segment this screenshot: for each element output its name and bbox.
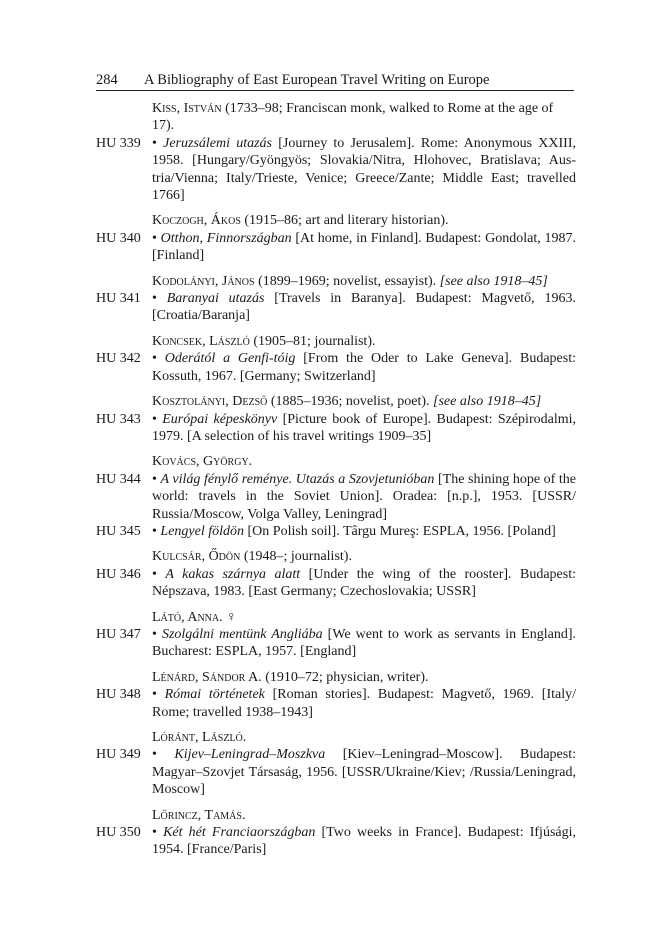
bibliography-entry bbox=[96, 824, 576, 859]
entry-code: HU 344 bbox=[96, 471, 141, 487]
author-heading bbox=[152, 333, 576, 350]
author-info: (1905–81; journalist). bbox=[249, 333, 376, 349]
bibliography-entry bbox=[96, 746, 576, 798]
author-name: Kosztolányi, Dezső bbox=[152, 394, 268, 410]
entry-title: A kakas szárnya alatt bbox=[165, 566, 301, 582]
author-heading bbox=[152, 729, 576, 746]
entry-code: HU 342 bbox=[96, 351, 141, 367]
entry-text: • Jeruzsálemi utazás [Journey to Jerusalem]. Rome: Anonymous XXIII, 1958. [Hungary/Gyöngyös; Slovakia/Nitra, Hlohovec, Bratislava; Austria/Vienna; Italy/Trieste, Venice; Greece/Zante; Middle East; travelled 1766] bbox=[152, 135, 576, 204]
author-name: Kodolányi, János bbox=[152, 273, 255, 289]
entry-text: • Kijev–Leningrad–Moszkva [Kiev–Leningrad–Moscow]. Budapest: Magyar–Szovjet Társaság, 1956. [USSR/Ukraine/Kiev; /Russia/Leningrad, Moscow] bbox=[152, 747, 576, 798]
entry-code: HU 349 bbox=[96, 747, 141, 763]
entry-text: • Otthon, Finnországban [At home, in Finland]. Budapest: Gondolat, 1987. [Finland] bbox=[152, 230, 576, 264]
bibliography-entry bbox=[96, 350, 576, 385]
bibliography-entry bbox=[96, 523, 576, 540]
page-number: 284 bbox=[96, 72, 118, 88]
entry-title: Baranyai utazás bbox=[166, 291, 265, 307]
author-heading bbox=[152, 212, 576, 229]
bibliography-entry bbox=[96, 135, 576, 205]
entry-details: [Roman stories]. Budapest: Magvető, 1969. [Italy/ Rome; travelled 1938–1943] bbox=[152, 687, 576, 720]
author-heading bbox=[152, 807, 576, 824]
bibliography-entry bbox=[96, 290, 576, 325]
running-header bbox=[96, 70, 574, 91]
entry-details: [Travels in Baranya]. Budapest: Magvető, 1963. [Croatia/Baranja] bbox=[152, 291, 576, 324]
entry-details: [The shining hope of the world: travels in the Soviet Union]. Oradea: [n.p.], 1953. [USSR/ Russia/Moscow, Volga Valley, Leningrad] bbox=[152, 471, 576, 522]
entry-details: [Under the wing of the rooster]. Budapest: Népszava, 1983. [East Germany; Czechoslovakia; USSR] bbox=[152, 566, 576, 600]
cross-reference-note: [see also 1918–45] bbox=[439, 273, 548, 289]
entry-title: Oderától a Genfi-tóig bbox=[164, 351, 296, 367]
entry-code: HU 339 bbox=[96, 135, 141, 151]
author-heading bbox=[152, 548, 576, 565]
entry-details: [We went to work as servants in England]. Bucharest: ESPLA, 1957. [England] bbox=[152, 626, 577, 660]
entry-details: [Two weeks in France]. Budapest: Ifjúsági, 1954. [France/Paris] bbox=[152, 825, 576, 858]
entry-text: • A világ fénylő reménye. Utazás a Szovjetunióban [The shining hope of the world: travels in the Soviet Union]. Oradea: [n.p.], 1953. [USSR/ Russia/Moscow, Volga Valley, Leningrad] bbox=[152, 471, 576, 522]
entry-code: HU 348 bbox=[96, 687, 141, 703]
author-info: (1899–1969; novelist, essayist). bbox=[254, 273, 440, 289]
author-name: Lénárd, Sándor A. bbox=[152, 669, 262, 685]
author-heading bbox=[152, 453, 576, 470]
author-info: (1910–72; physician, writer). bbox=[261, 669, 429, 685]
author-info: (1948–; journalist). bbox=[240, 549, 352, 565]
entry-title: Két hét Franciaországban bbox=[163, 825, 316, 841]
entry-text: • Római történetek [Roman stories]. Budapest: Magvető, 1969. [Italy/ Rome; travelled 1938–1943] bbox=[152, 687, 576, 720]
entry-details: [Journey to Jerusalem]. Rome: Anonymous XXIII, 1958. [Hungary/Gyöngyös; Slovakia/Nitra, Hlohovec, Bratislava; Austria/Vienna; Italy/Trieste, Venice; Greece/Zante; Middle East; travelled 1766] bbox=[152, 135, 576, 204]
entry-text: • Baranyai utazás [Travels in Baranya]. Budapest: Magvető, 1963. [Croatia/Baranja] bbox=[152, 291, 576, 324]
bibliography-entry bbox=[96, 686, 576, 721]
running-title: A Bibliography of East European Travel Writing on Europe bbox=[144, 72, 490, 88]
author-heading bbox=[152, 273, 576, 290]
author-info: (1885–1936; novelist, poet). bbox=[267, 394, 434, 410]
bibliography-entry bbox=[96, 566, 576, 601]
entry-details: [On Polish soil]. Târgu Mureş: ESPLA, 1956. [Poland] bbox=[244, 523, 556, 539]
bibliography-entry bbox=[96, 411, 576, 446]
author-info: (1915–86; art and literary historian). bbox=[240, 213, 449, 229]
entry-details: [Kiev–Leningrad–Moscow]. Budapest: Magyar–Szovjet Társaság, 1956. [USSR/Ukraine/Kiev; /Russia/Leningrad, Moscow] bbox=[152, 747, 576, 798]
author-name: Látó, Anna. bbox=[152, 609, 223, 625]
entry-text: • Oderától a Genfi-tóig [From the Oder to Lake Geneva]. Budapest: Kossuth, 1967. [Germany; Switzerland] bbox=[152, 351, 576, 384]
entry-title: Otthon, Finnországban bbox=[160, 230, 292, 246]
author-heading bbox=[152, 609, 576, 626]
entry-details: [From the Oder to Lake Geneva]. Budapest: Kossuth, 1967. [Germany; Switzerland] bbox=[152, 351, 576, 384]
entry-code: HU 346 bbox=[96, 566, 141, 582]
entry-text: • Két hét Franciaországban [Two weeks in France]. Budapest: Ifjúsági, 1954. [France/Paris] bbox=[152, 825, 576, 858]
author-name: Lóránt, László. bbox=[152, 730, 247, 745]
author-name: Koczogh, Ákos bbox=[152, 213, 241, 229]
entry-title: Római történetek bbox=[164, 687, 265, 703]
entry-title: Jeruzsálemi utazás bbox=[163, 135, 272, 151]
bibliography-entry bbox=[96, 230, 576, 265]
author-name: Lőrincz, Tamás. bbox=[152, 807, 246, 823]
author-name: Kulcsár, Ődön bbox=[152, 549, 241, 565]
entry-text: • Lengyel földön [On Polish soil]. Târgu Mureş: ESPLA, 1956. [Poland] bbox=[152, 523, 556, 539]
author-name: Kovács, György. bbox=[152, 454, 253, 470]
entry-code: HU 347 bbox=[96, 626, 141, 642]
entry-title: Lengyel földön bbox=[160, 523, 245, 539]
bibliography-entry bbox=[96, 471, 576, 523]
entry-code: HU 341 bbox=[96, 291, 141, 307]
author-heading bbox=[152, 100, 576, 135]
entry-code: HU 350 bbox=[96, 825, 141, 841]
author-heading bbox=[152, 393, 576, 410]
entry-details: [At home, in Finland]. Budapest: Gondolat, 1987. [Finland] bbox=[152, 230, 576, 264]
entry-details: [Picture book of Europe]. Budapest: Szépirodalmi, 1979. [A selection of his travel writings 1909–35] bbox=[152, 411, 576, 444]
cross-reference-note: [see also 1918–45] bbox=[433, 394, 542, 410]
entry-title: Kijev–Leningrad–Moszkva bbox=[174, 747, 326, 763]
entry-title: Szolgálni mentünk Angliába bbox=[161, 626, 323, 642]
entry-code: HU 343 bbox=[96, 411, 141, 427]
entry-text: • Szolgálni mentünk Angliába [We went to work as servants in England]. Bucharest: ESPLA, 1957. [England] bbox=[152, 626, 577, 660]
author-heading bbox=[152, 669, 576, 686]
author-name: Kiss, István bbox=[152, 101, 222, 116]
author-info: ♀ bbox=[222, 609, 237, 625]
entry-code: HU 345 bbox=[96, 523, 141, 539]
bibliography-body bbox=[96, 100, 576, 859]
bibliography-entry bbox=[96, 626, 576, 661]
entry-text: • Európai képeskönyv [Picture book of Europe]. Budapest: Szépirodalmi, 1979. [A selection of his travel writings 1909–35] bbox=[152, 411, 576, 444]
entry-title: Európai képeskönyv bbox=[162, 411, 278, 427]
entry-text: • A kakas szárnya alatt [Under the wing of the rooster]. Budapest: Népszava, 1983. [East Germany; Czechoslovakia; USSR] bbox=[152, 566, 576, 600]
entry-title: A világ fénylő reménye. Utazás a Szovjetunióban bbox=[160, 471, 435, 487]
entry-code: HU 340 bbox=[96, 230, 141, 246]
author-name: Koncsek, László bbox=[152, 333, 250, 349]
author-info: (1733–98; Franciscan monk, walked to Rome at the age of 17). bbox=[152, 101, 554, 134]
